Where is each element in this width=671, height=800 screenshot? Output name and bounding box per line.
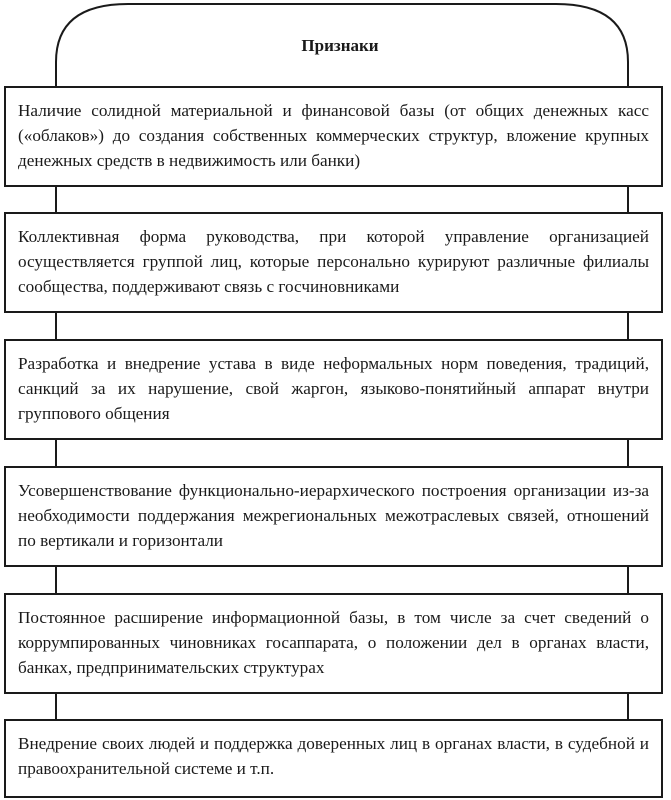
- sign-box-2: [4, 212, 663, 313]
- sign-box-4: [4, 466, 663, 567]
- sign-text-3: Разработка и внедрение устава в виде неформальных норм поведения, традиций, санкций за их нарушение, свой жаргон, языково-понятийный аппарат внутри группового общения: [18, 354, 649, 423]
- sign-text-6: Внедрение своих людей и поддержка доверенных лиц в органах власти, в судебной и правоохранительной системе и т.п.: [18, 734, 649, 778]
- sign-text-1: Наличие солидной материальной и финансовой базы (от общих денежных касс («облаков») до создания собственных коммерческих структур, вложение крупных денежных средств в недвижимость или банки): [18, 101, 649, 170]
- sign-text-2: Коллективная форма руководства, при которой управление организацией осуществляется группой лиц, которые персонально курируют различные филиалы сообщества, поддерживают связь с госчиновниками: [18, 227, 649, 296]
- sign-box-3: [4, 339, 663, 440]
- sign-box-5: [4, 593, 663, 694]
- sign-text-5: Постоянное расширение информационной базы, в том числе за счет сведений о коррумпированных чиновниках госаппарата, о положении дел в органах власти, банках, предпринимательских структурах: [18, 608, 649, 677]
- diagram-title: Признаки: [301, 36, 379, 55]
- sign-box-1: [4, 86, 663, 187]
- sign-box-6: [4, 719, 663, 798]
- sign-text-4: Усовершенствование функционально-иерархического построения организации из-за необходимости поддержания межрегиональных межотраслевых связей, отношений по вертикали и горизонтали: [18, 481, 649, 550]
